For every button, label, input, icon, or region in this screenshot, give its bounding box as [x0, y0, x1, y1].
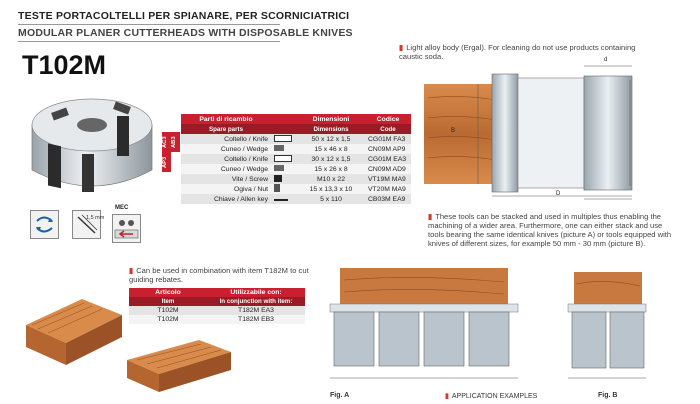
tag-ac3: AC3	[162, 132, 171, 152]
note-combination: ▮ Can be used in combination with item T182M to cut guiding rebates.	[129, 266, 309, 284]
knife-icon	[274, 155, 292, 162]
dim-D-label: D	[556, 191, 561, 197]
screw-icon	[274, 175, 282, 182]
title-rule	[18, 24, 280, 25]
figure-a-stack	[326, 266, 522, 390]
technical-drawing	[420, 58, 660, 208]
knife-icon	[274, 135, 292, 142]
mec-label: MEC	[115, 205, 129, 211]
table-row: Coltello / Knife 30 x 12 x 1,5 CG01M EA3	[181, 154, 411, 164]
wood-block-rebate	[22, 295, 127, 367]
wedge-icon	[274, 165, 284, 171]
table-row: Chiave / Allen key 5 x 110 CB03M EA9	[181, 194, 411, 204]
rotation-icon	[30, 210, 59, 239]
thickness-label: 1,5 mm	[86, 215, 105, 221]
col-conjunction: Utilizzabile con:	[207, 288, 305, 297]
nut-icon	[274, 184, 280, 192]
caption-fig-a: Fig. A	[330, 392, 350, 399]
wood-plank	[125, 338, 233, 394]
title-rule-2	[18, 41, 280, 42]
table-row: Ogiva / Nut 15 x 13,3 x 10 VT20M MA9	[181, 184, 411, 194]
allen-key-icon	[274, 199, 288, 201]
bullet-icon: ▮	[399, 43, 404, 52]
caption-fig-b: Fig. B	[598, 392, 618, 399]
tag-ab3: AB3	[171, 132, 180, 152]
dim-d-label: d	[604, 57, 608, 63]
note-body: ▮ Light alloy body (Ergal). For cleaning do not use products containing caustic soda.	[399, 43, 636, 61]
col-code: Codice	[365, 114, 411, 124]
col-code-en: Code	[365, 124, 411, 134]
title-italian: TESTE PORTACOLTELLI PER SPIANARE, PER SCORNICIATRICI	[18, 10, 350, 22]
table-row: Cuneo / Wedge 15 x 46 x 8 CN09M AP9	[181, 144, 411, 154]
mechanical-feed-icon	[112, 214, 141, 243]
table-row: Vite / Screw M10 x 22 VT19M MA9	[181, 174, 411, 184]
spare-parts-table	[181, 114, 411, 204]
title-english: MODULAR PLANER CUTTERHEADS WITH DISPOSABLE KNIVES	[18, 27, 353, 39]
table-row: Coltello / Knife 50 x 12 x 1,5 CG01M FA3	[181, 134, 411, 144]
note-stacking: ▮ These tools can be stacked and used in multiples thus enabling the machining of a wider area. Furthermore, one can either stack and use tools bearing the same identical knives (picture A) or tools equipped with knives of different sizes, for example 50 mm - 30 mm (picture B).	[428, 212, 672, 248]
col-parts: Parti di ricambio	[181, 114, 271, 124]
caption-examples: ▮ APPLICATION EXAMPLES	[445, 393, 538, 400]
dim-B-label: B	[451, 128, 456, 134]
col-parts-en: Spare parts	[181, 124, 271, 134]
col-item: Articolo	[129, 288, 207, 297]
col-dimensions: Dimensioni	[297, 114, 365, 124]
bullet-icon: ▮	[129, 266, 134, 275]
bullet-icon: ▮	[445, 393, 449, 400]
figure-b-stack	[566, 270, 648, 390]
col-dimensions-en: Dimensions	[297, 124, 365, 134]
table-row: Cuneo / Wedge 15 x 26 x 8 CN09M AD9	[181, 164, 411, 174]
bullet-icon: ▮	[428, 212, 433, 221]
table-row: T102M T182M EB3	[129, 315, 305, 324]
wedge-icon	[274, 145, 284, 151]
cutterhead-image	[22, 90, 162, 205]
combination-table: Articolo Utilizzabile con: Item In conjunction with item: T102M T182M EA3 T102M T182M EB3	[129, 288, 305, 324]
tag-ap3: AP3	[162, 152, 171, 172]
table-row: T102M T182M EA3	[129, 306, 305, 315]
product-code: T102M	[22, 50, 107, 80]
